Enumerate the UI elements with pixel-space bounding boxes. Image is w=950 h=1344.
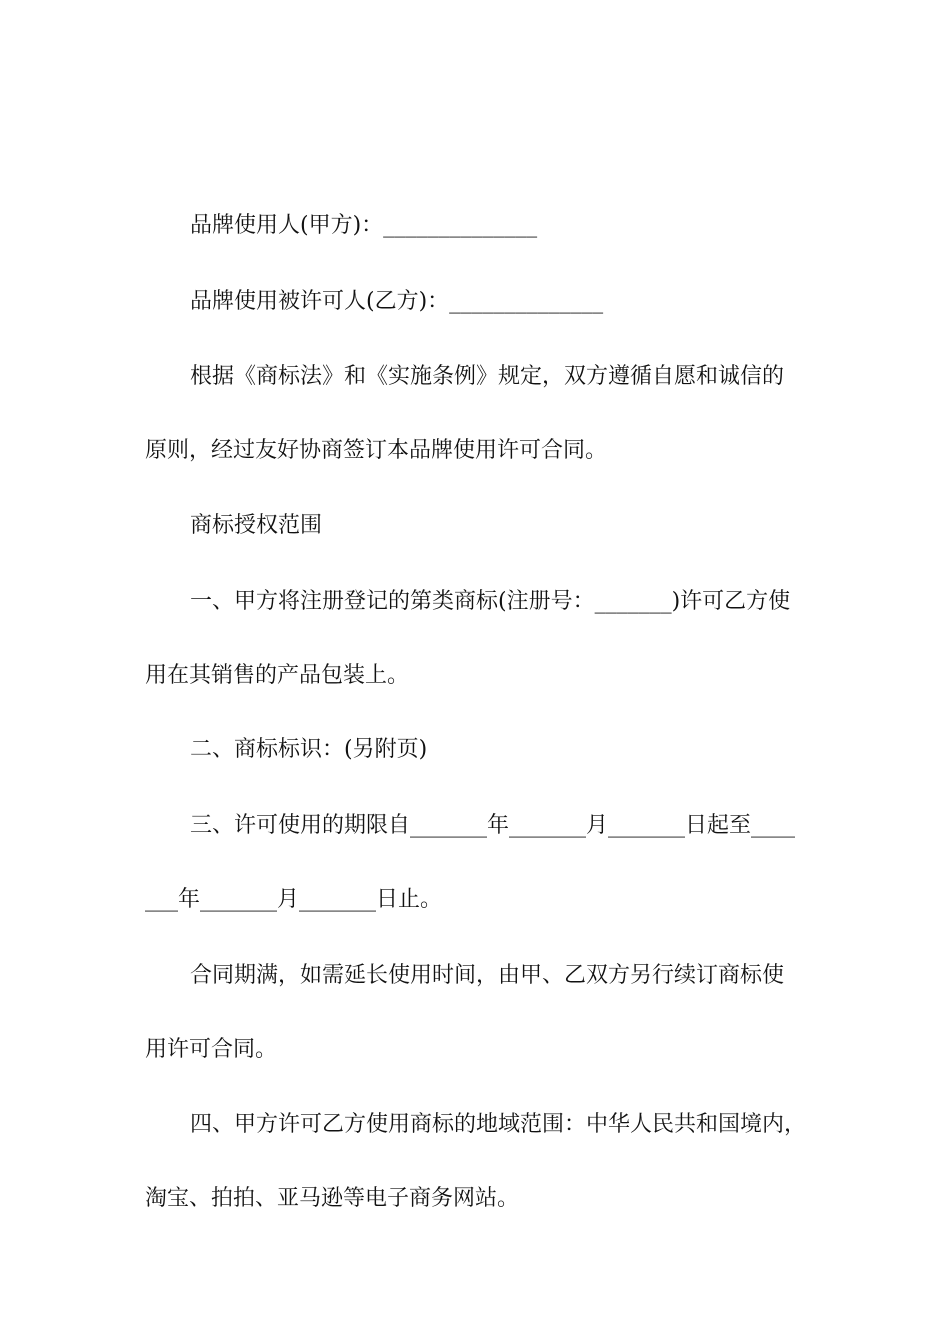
clause-4-line-1: 四、甲方许可乙方使用商标的地域范围：中华人民共和国境内， xyxy=(190,1112,807,1137)
preamble-line-2: 原则，经过友好协商签订本品牌使用许可合同。 xyxy=(145,438,608,463)
clause-1-line-2: 用在其销售的产品包装上。 xyxy=(145,663,410,688)
party-b-line: 品牌使用被许可人(乙方)：______________ xyxy=(190,289,604,314)
clause-1-line-1: 一、甲方将注册登记的第类商标(注册号：_______)许可乙方使 xyxy=(190,589,791,614)
preamble-line-1: 根据《商标法》和《实施条例》规定，双方遵循自愿和诚信的 xyxy=(190,364,785,389)
renewal-line-1: 合同期满，如需延长使用时间，由甲、乙双方另行续订商标使 xyxy=(190,963,785,988)
party-a-line: 品牌使用人(甲方)：______________ xyxy=(190,213,538,238)
renewal-line-2: 用许可合同。 xyxy=(145,1037,278,1062)
clause-3-line-2: ___年_______月_______日止。 xyxy=(145,887,443,912)
clause-2-line: 二、商标标识：(另附页) xyxy=(190,737,428,762)
clause-4-line-2: 淘宝、拍拍、亚马逊等电子商务网站。 xyxy=(145,1186,520,1211)
clause-3-line-1: 三、许可使用的期限自_______年_______月_______日起至____ xyxy=(190,813,796,838)
section-heading: 商标授权范围 xyxy=(190,513,323,538)
